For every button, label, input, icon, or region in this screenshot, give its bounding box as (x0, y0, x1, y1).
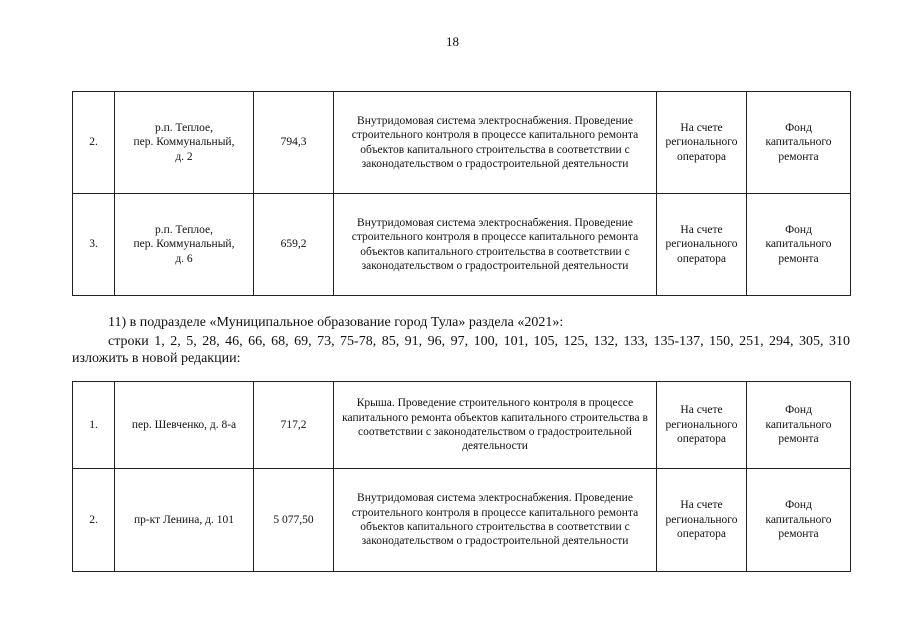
address-line: пер. Коммунальный, (133, 136, 235, 149)
fund-line: капитального (765, 418, 832, 431)
account-line: На счете (680, 499, 723, 512)
area-cell: 794,3 (254, 92, 334, 194)
account-line: регионального (665, 418, 738, 431)
work-type-cell: Внутридомовая система электроснабжения. Проведение строительного контроля в процессе капитального ремонта объектов капитального строительства в соответствии с законодательством о градостроительной деятельности (334, 92, 657, 194)
table-row (73, 382, 851, 469)
area-cell: 717,2 (254, 382, 334, 469)
section-paragraph: 11) в подразделе «Муниципальное образование город Тула» раздела «2021»: (108, 315, 564, 330)
area-cell: 659,2 (254, 194, 334, 296)
fund-line: Фонд (785, 121, 812, 134)
address-line: д. 2 (175, 150, 193, 163)
repair-table-tula (72, 381, 851, 572)
address-line: р.п. Теплое, (155, 121, 213, 134)
rows-list-paragraph: строки 1, 2, 5, 28, 46, 66, 68, 69, 73, 75-78, 85, 91, 96, 97, 100, 101, 105, 125, 132, 133, 135-137, 150, 251, 294, 305, 310 изложить в новой редакции: (72, 334, 850, 366)
repair-table-teploe (72, 91, 851, 296)
account-line: На счете (680, 121, 723, 134)
fund-line: Фонд (785, 223, 812, 236)
row-number: 2. (73, 469, 115, 572)
address-line: р.п. Теплое, (155, 223, 213, 236)
fund-line: Фонд (785, 404, 812, 417)
account-line: регионального (665, 513, 738, 526)
account-cell (657, 194, 747, 296)
address-line: пер. Коммунальный, (133, 238, 235, 251)
account-line: На счете (680, 404, 723, 417)
work-type-cell: Внутридомовая система электроснабжения. Проведение строительного контроля в процессе капитального ремонта объектов капитального строительства в соответствии с законодательством о градостроительной деятельности (334, 194, 657, 296)
fund-line: ремонта (778, 150, 819, 163)
table-row (73, 194, 851, 296)
fund-line: ремонта (778, 252, 819, 265)
fund-cell (747, 382, 851, 469)
address-cell (115, 194, 254, 296)
area-cell: 5 077,50 (254, 469, 334, 572)
fund-line: ремонта (778, 433, 819, 446)
table-row (73, 92, 851, 194)
account-line: регионального (665, 136, 738, 149)
fund-line: капитального (765, 136, 832, 149)
account-line: оператора (676, 150, 727, 163)
account-line: регионального (665, 238, 738, 251)
work-type-cell: Внутридомовая система электроснабжения. Проведение строительного контроля в процессе капитального ремонта объектов капитального строительства в соответствии с законодательством о градостроительной деятельности (334, 469, 657, 572)
account-line: оператора (676, 433, 727, 446)
address-cell: пер. Шевченко, д. 8-а (115, 382, 254, 469)
row-number: 2. (73, 92, 115, 194)
fund-cell (747, 92, 851, 194)
fund-line: Фонд (785, 499, 812, 512)
row-number: 1. (73, 382, 115, 469)
address-cell (115, 92, 254, 194)
fund-cell (747, 469, 851, 572)
fund-line: капитального (765, 513, 832, 526)
address-cell: пр-кт Ленина, д. 101 (115, 469, 254, 572)
row-number: 3. (73, 194, 115, 296)
fund-cell (747, 194, 851, 296)
table-row (73, 469, 851, 572)
account-cell (657, 469, 747, 572)
account-line: На счете (680, 223, 723, 236)
account-line: оператора (676, 528, 727, 541)
account-line: оператора (676, 252, 727, 265)
account-cell (657, 92, 747, 194)
fund-line: капитального (765, 238, 832, 251)
address-line: д. 6 (175, 252, 193, 265)
work-type-cell: Крыша. Проведение строительного контроля в процессе капитального ремонта объектов капитального строительства в соответствии с законодательством о градостроительной деятельности (334, 382, 657, 469)
page-number: 18 (446, 34, 459, 49)
account-cell (657, 382, 747, 469)
fund-line: ремонта (778, 528, 819, 541)
